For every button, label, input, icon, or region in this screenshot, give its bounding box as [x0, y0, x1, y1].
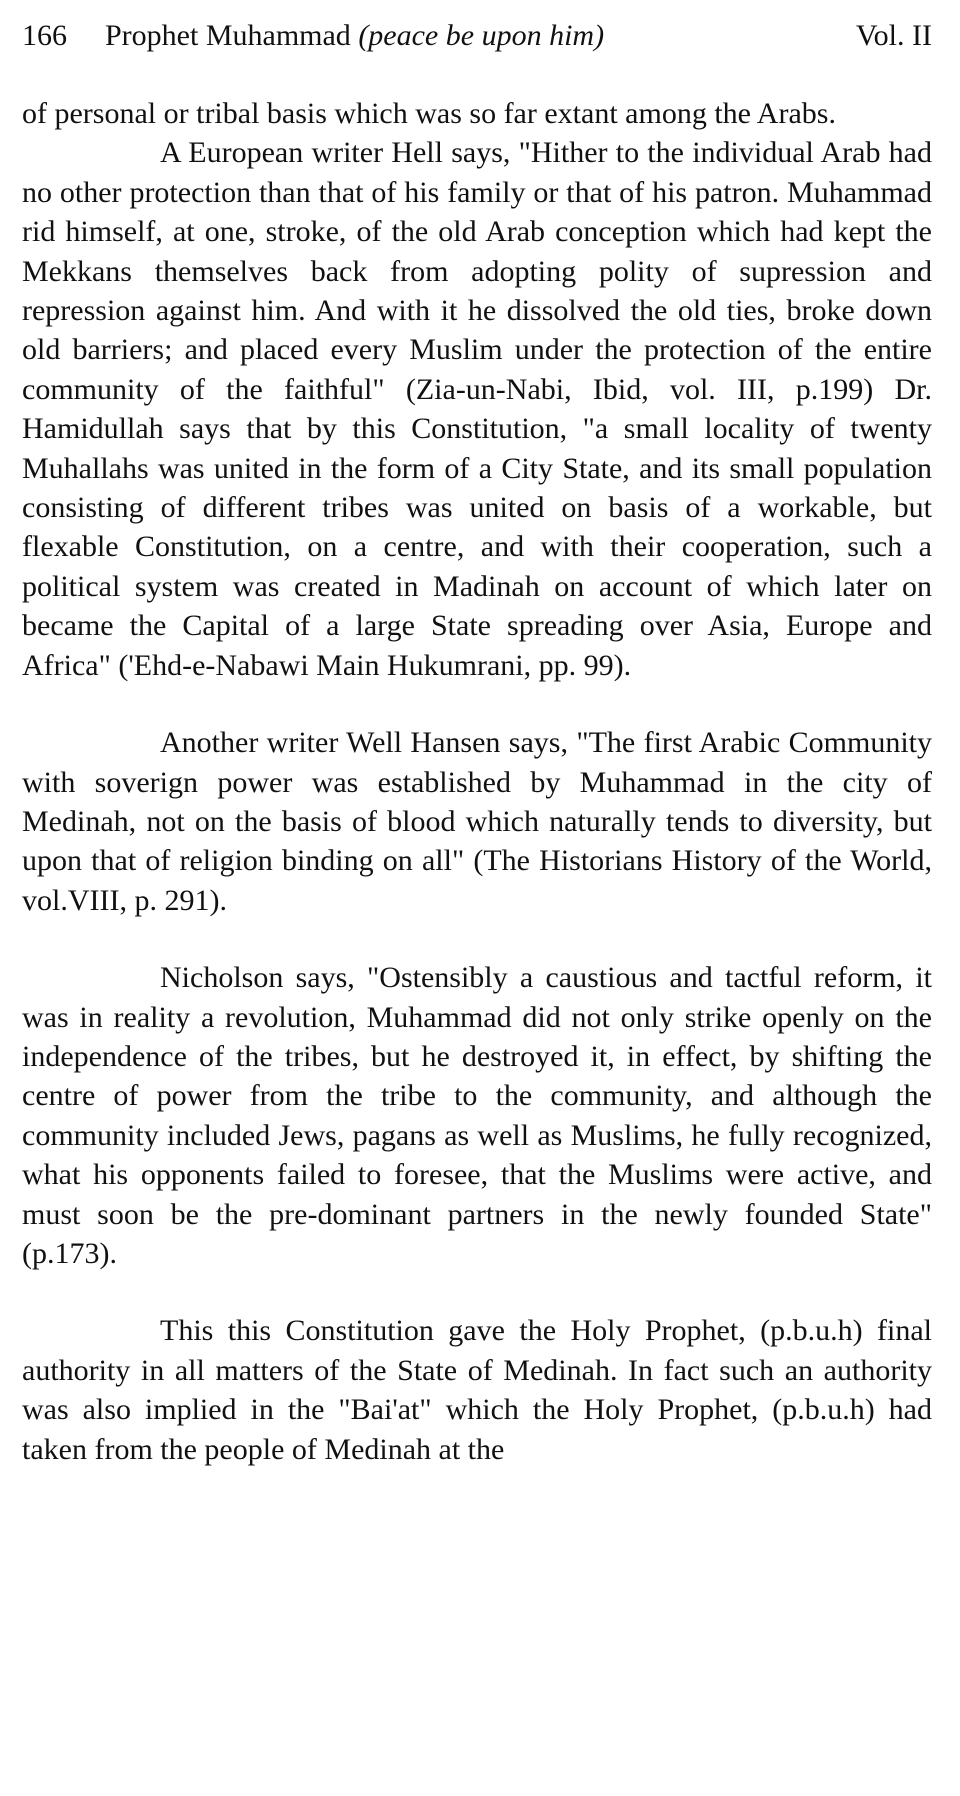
volume-label: Vol. II	[855, 19, 932, 52]
book-title-italic: (peace be upon him)	[358, 19, 605, 52]
header-left	[22, 14, 604, 58]
book-title	[105, 14, 604, 58]
book-page	[22, 14, 932, 1469]
body-text	[22, 94, 932, 1469]
paragraph-hell-quote: A European writer Hell says, "Hither to the individual Arab had no other protection than that of his family or that of his patron. Muhammad rid himself, at one, stroke, of the old Arab conception which had kept the Mekkans themselves back from adopting polity of supression and repression against him. And with it he dissolved the old ties, broke down old barriers; and placed every Muslim under the protection of the entire community of the faithful" (Zia-un-Nabi, Ibid, vol. III, p.199) Dr. Hamidullah says that by this Constitution, "a small locality of twenty Muhallahs was united in the form of a City State, and its small population consisting of different tribes was united on basis of a workable, but flexable Constitution, on a centre, and with their cooperation, such a political system was created in Madinah on account of which later on became the Capital of a large State spreading over Asia, Europe and Africa" ('Ehd-e-Nabawi Main Hukumrani, pp. 99).	[22, 136, 932, 682]
book-title-prefix: Prophet Muhammad	[105, 19, 359, 52]
paragraph-continuation: of personal or tribal basis which was so far extant among the Arabs.	[22, 97, 836, 130]
running-header	[22, 14, 932, 58]
paragraph-constitution: This this Constitution gave the Holy Prophet, (p.b.u.h) final authority in all matters of the State of Medinah. In fact such an authority was also implied in the "Bai'at" which the Holy Prophet, (p.b.u.h) had taken from the people of Medinah at the	[22, 1314, 932, 1466]
paragraph-hansen-quote: Another writer Well Hansen says, "The first Arabic Community with soverign power was established by Muhammad in the city of Medinah, not on the basis of blood which naturally tends to diversity, but upon that of religion binding on all" (The Historians History of the World, vol.VIII, p. 291).	[22, 726, 932, 917]
page-number: 166	[22, 19, 67, 52]
paragraph-nicholson-quote: Nicholson says, "Ostensibly a caustious and tactful reform, it was in reality a revolution, Muhammad did not only strike openly on the independence of the tribes, but he destroyed it, in effect, by shifting the centre of power from the tribe to the community, and although the community included Jews, pagans as well as Muslims, he fully recognized, what his opponents failed to foresee, that the Muslims were active, and must soon be the pre-dominant partners in the newly founded State" (p.173).	[22, 961, 932, 1270]
